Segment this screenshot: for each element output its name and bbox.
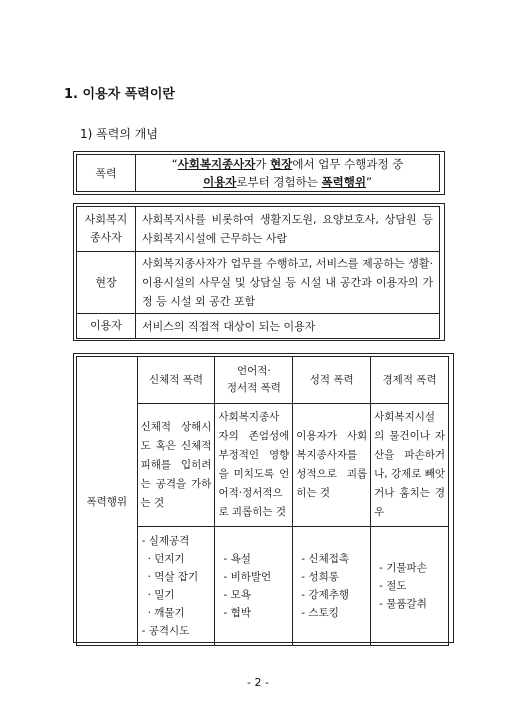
example-item: - 욕설 [223,553,251,565]
term-text: 사회복지종사자가 업무를 수행하고, 서비스를 제공하는 생활·이용시설의 사무실 및 상담실 등 시설 내 공간과 이용자의 가정 등 시설 외 공간 포함 [136,252,440,314]
example-item: - 협박 [223,607,251,619]
example-item: - 실제공격 [141,535,190,547]
term-text: 서비스의 직접적 대상이 되는 이용자 [136,314,440,339]
term-label: 현장 [77,252,136,314]
terms-table [76,206,440,339]
example-item: · 밀기 [147,589,175,601]
type-header: 성적 폭력 [293,357,371,404]
type-header: 신체적 폭력 [137,357,215,404]
type-examples [137,527,215,646]
type-header: 언어적· 정서적 폭력 [215,357,293,404]
section-heading: 1. 이용자 폭력이란 [64,87,175,102]
type-examples [293,527,371,646]
example-item: · 깨물기 [147,607,185,619]
example-item: - 기물파손 [379,562,427,574]
subsection-heading: 1) 폭력의 개념 [80,127,158,141]
type-description: 사회복지종사자의 존엄성에 부정적인 영향을 미치도록 언어적·정서적으로 괴롭히는 것 [215,404,293,527]
example-item: - 성희롱 [301,571,339,583]
term-label: 사회복지 종사자 [77,207,136,252]
example-item: - 물품갈취 [379,598,427,610]
example-item: - 절도 [379,580,407,592]
example-item: - 공격시도 [141,625,190,637]
violence-row-label: 폭력행위 [77,357,138,646]
page-number: - 2 - [247,676,269,689]
type-description: 이용자가 사회복지종사자를 성적으로 괴롭히는 것 [293,404,371,527]
definition-text: “사회복지종사자가 현장에서 업무 수행과정 중 이용자로부터 경험하는 폭력행위” [136,155,440,192]
example-item: - 비하발언 [223,571,272,583]
violence-table [76,356,449,646]
type-description: 신체적 상해시도 혹은 신체적 피해를 입히려는 공격을 가하는 것 [137,404,215,527]
example-item: - 신체접촉 [301,553,349,565]
example-item: - 모욕 [223,589,251,601]
type-header: 경제적 폭력 [371,357,449,404]
definition-table [76,154,440,192]
example-item: · 던지기 [147,553,185,565]
term-text: 사회복지사를 비롯하여 생활지도원, 요양보호사, 상담원 등 사회복지시설에 근무하는 사람 [136,207,440,252]
type-description: 사회복지시설의 물건이나 자산을 파손하거나, 강제로 빼앗거나 훔치는 경우 [371,404,449,527]
type-examples [371,527,449,646]
example-item: - 스토킹 [301,607,339,619]
term-label: 이용자 [77,314,136,339]
definition-label: 폭력 [77,155,136,192]
type-examples [215,527,293,646]
example-item: · 멱살 잡기 [147,571,199,583]
example-item: - 강제추행 [301,589,349,601]
